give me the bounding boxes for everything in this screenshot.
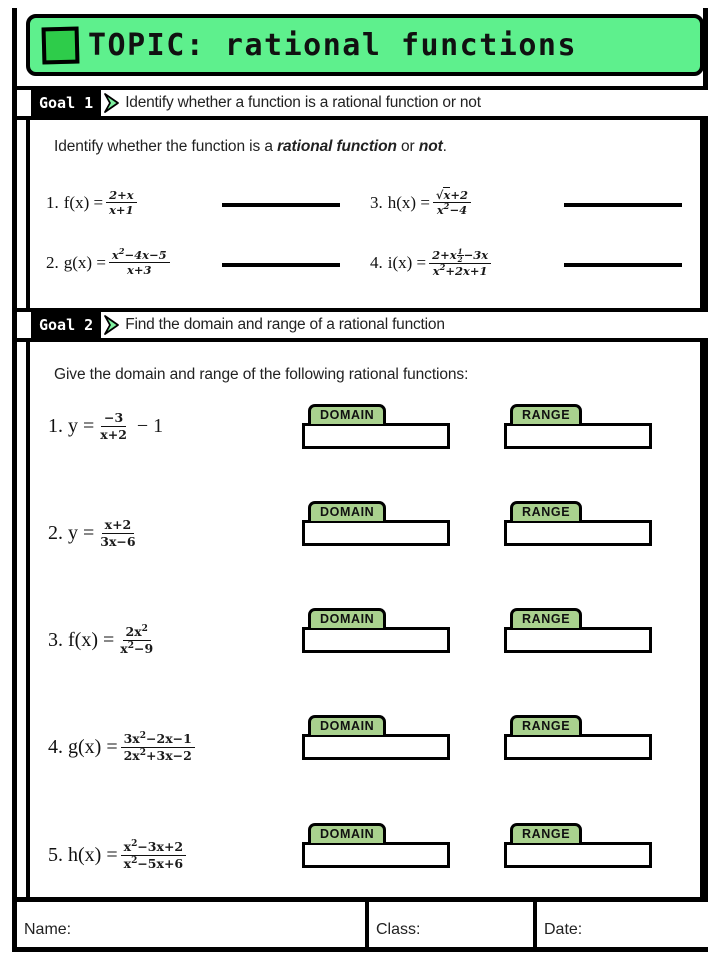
problem-3-function: f(x) = [68,628,115,651]
problem-4-numerator: 2+x $\frac{1}{2}$ −3x [429,248,491,264]
goal-1-instruction [54,138,447,156]
problem-1-function: y = [68,414,95,437]
problem-1-function: f(x) = [63,192,104,212]
problem-4-denominator: $x^2+2x+1$ [432,262,488,279]
chevron-right-icon [101,312,123,338]
problem-2-numerator: $x^2-4x-5$ [109,248,170,263]
green-square-icon [42,26,80,64]
goal-2-problem-3 [48,624,159,656]
goal-1-bar [17,86,708,120]
instruction-emphasis-2: not [418,138,443,155]
problem-3-fraction [117,624,156,656]
problem-4-fraction [121,731,195,763]
domain-answer-box[interactable] [302,734,450,760]
problem-3-number: 3. [370,192,383,212]
problem-1-tail: − 1 [136,414,164,437]
goal-2-section [26,342,704,902]
page-title: TOPIC: rational functions [88,27,578,63]
domain-answer-box[interactable] [302,842,450,868]
goal-2-problem-2 [48,517,142,549]
problem-2-denominator: 3x−6 [100,533,136,549]
range-label: RANGE [510,715,582,735]
domain-answer-box[interactable] [302,423,450,449]
problem-3-number: 3. [48,628,63,651]
problem-3-numerator: √x+2 [433,188,471,203]
name-field[interactable]: Name: [17,902,369,947]
chevron-right-icon [101,90,123,116]
goal-1-problem-2 [46,248,173,278]
goal-2-badge: Goal 2 [31,312,101,338]
problem-1-fraction [106,188,137,218]
instruction-emphasis-1: rational function [277,138,397,155]
goal-2-problem-4 [48,731,198,763]
domain-label: DOMAIN [308,715,386,735]
goal-1-problem-1 [46,188,140,218]
goal-1-badge: Goal 1 [31,90,101,116]
goal-1-description: Identify whether a function is a rational function or not [125,94,481,111]
problem-4-number: 4. [370,253,383,273]
problem-2-function: g(x) = [63,252,106,272]
goal-1-section [26,120,704,308]
problem-3-denominator: $x^2-9$ [120,640,154,656]
problem-5-numerator: $x^2-3x+2$ [121,839,187,856]
footer-row [17,897,708,947]
instruction-text-mid: or [396,138,419,155]
range-answer-box[interactable] [504,842,652,868]
goal-2-left-spacer [17,312,31,338]
problem-3-denominator: $x^2-4$ [436,201,468,218]
goal-2-description: Find the domain and range of a rational function [125,316,445,333]
problem-5-number: 5. [48,843,63,866]
problem-1-denominator: x+2 [100,426,127,442]
problem-4-number: 4. [48,735,63,758]
problem-2-fraction [97,517,138,549]
goal-1-answer-line-2[interactable] [222,263,340,267]
worksheet-page [12,8,708,952]
domain-label: DOMAIN [308,823,386,843]
goal-2-bar [17,308,708,342]
range-label: RANGE [510,404,582,424]
problem-2-numerator: x+2 [102,517,135,534]
goal-1-problem-4 [370,248,494,279]
domain-answer-box[interactable] [302,627,450,653]
problem-1-number: 1. [48,414,63,437]
goal-1-answer-line-3[interactable] [564,203,682,207]
problem-2-fraction [109,248,170,278]
instruction-text-post: . [442,138,447,155]
goal-1-answer-line-4[interactable] [564,263,682,267]
range-answer-box[interactable] [504,423,652,449]
problem-4-denominator: $2x^2+3x-2$ [123,747,192,763]
problem-4-fraction [429,248,491,279]
problem-1-fraction [97,410,130,442]
range-label: RANGE [510,823,582,843]
instruction-text-pre: Identify whether the function is a [54,138,278,155]
range-answer-box[interactable] [504,520,652,546]
range-label: RANGE [510,608,582,628]
domain-answer-box[interactable] [302,520,450,546]
domain-label: DOMAIN [308,501,386,521]
problem-3-function: h(x) = [387,192,430,212]
goal-2-problem-5 [48,839,189,871]
problem-5-fraction [121,839,187,871]
problem-2-function: y = [68,521,95,544]
problem-2-number: 2. [48,521,63,544]
range-answer-box[interactable] [504,627,652,653]
problem-5-denominator: $x^2-5x+6$ [123,855,184,871]
goal-1-problem-3 [370,188,474,218]
problem-3-numerator: $2x^2$ [123,624,151,641]
problem-1-number: 1. [46,192,59,212]
problem-2-number: 2. [46,252,59,272]
topic-header [26,14,704,76]
domain-label: DOMAIN [308,404,386,424]
date-field[interactable]: Date: [544,921,583,938]
problem-3-fraction [433,188,471,218]
range-label: RANGE [510,501,582,521]
problem-2-denominator: x+3 [127,263,152,278]
goal-1-left-spacer [17,90,31,116]
problem-1-numerator: 2+x [106,188,137,203]
problem-4-function: g(x) = [68,735,118,758]
class-field[interactable]: Class: [369,902,537,947]
problem-4-numerator: $3x^2-2x-1$ [121,731,195,748]
problem-1-denominator: x+1 [109,203,134,218]
problem-1-numerator: −3 [101,410,126,427]
goal-1-answer-line-1[interactable] [222,203,340,207]
goal-2-instruction: Give the domain and range of the following rational functions: [54,366,469,383]
problem-4-function: i(x) = [387,253,427,273]
domain-label: DOMAIN [308,608,386,628]
goal-2-problem-1 [48,410,163,442]
range-answer-box[interactable] [504,734,652,760]
problem-5-function: h(x) = [68,843,118,866]
